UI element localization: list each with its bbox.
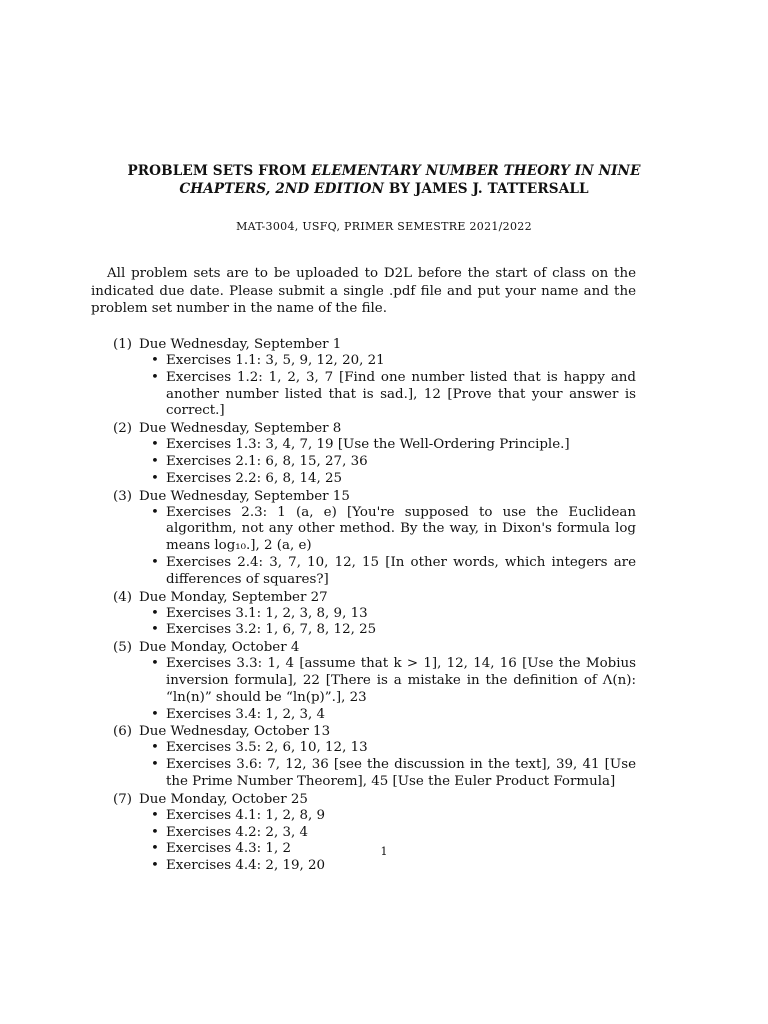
exercise-item <box>91 454 636 471</box>
problem-set-number: (1) <box>113 337 132 352</box>
exercise-text: Exercises 4.2: 2, 3, 4 <box>166 824 309 840</box>
problem-set-number: (6) <box>113 724 132 740</box>
bullet-icon: • <box>151 807 159 823</box>
problem-set <box>91 791 636 875</box>
exercise-item <box>91 622 636 639</box>
exercise-text: Exercises 4.3: 1, 2 <box>166 841 291 857</box>
title-prefix: PROBLEM SETS FROM <box>127 163 312 179</box>
exercise-text: Exercises 2.2: 6, 8, 14, 25 <box>166 470 343 486</box>
exercise-text: Exercises 3.5: 2, 6, 10, 12, 13 <box>166 740 368 756</box>
problem-set-header <box>91 639 636 656</box>
exercise-item <box>91 555 636 589</box>
problem-set-header <box>91 420 636 437</box>
exercise-item <box>91 825 636 842</box>
bullet-icon: • <box>151 437 159 453</box>
bullet-icon: • <box>151 740 159 756</box>
exercise-item <box>91 757 636 791</box>
exercise-item <box>91 471 636 488</box>
exercise-item <box>91 505 636 555</box>
page-number: 1 <box>380 845 388 858</box>
exercise-text: Exercises 1.1: 3, 5, 9, 12, 20, 21 <box>166 353 385 368</box>
bullet-icon: • <box>151 841 159 857</box>
problem-set <box>91 589 636 640</box>
problem-set-header <box>91 589 636 606</box>
problem-set <box>91 639 636 723</box>
exercise-text: Exercises 3.6: 7, 12, 36 [see the discussion in the text], 39, 41 [Use the Prime Number Theorem], 45 [Use the Euler Product Formula] <box>166 757 636 789</box>
intro-paragraph: All problem sets are to be uploaded to D2L before the start of class on the indicated due date. Please submit a single .pdf file and put your name and the problem set number in the name of the file. <box>91 266 636 316</box>
exercise-item <box>91 437 636 454</box>
bullet-icon: • <box>151 824 159 840</box>
exercise-text: Exercises 4.1: 1, 2, 8, 9 <box>166 807 326 823</box>
due-date: Due Monday, October 25 <box>139 791 308 807</box>
exercise-text: Exercises 1.3: 3, 4, 7, 19 [Use the Well-Ordering Principle.] <box>166 437 570 453</box>
problem-set-header <box>91 723 636 740</box>
due-date: Due Wednesday, September 8 <box>139 421 342 437</box>
problem-set-header <box>91 336 636 353</box>
title-author: BY JAMES J. TATTERSALL <box>384 181 589 197</box>
due-date: Due Wednesday, September 1 <box>139 337 342 352</box>
problem-set-number: (3) <box>113 488 132 504</box>
exercise-text: Exercises 1.2: 1, 2, 3, 7 [Find one number listed that is happy and another number listed that is sad.], 12 [Prove that your answer is correct.] <box>166 369 636 419</box>
due-date: Due Wednesday, September 15 <box>139 488 350 504</box>
exercise-text: Exercises 3.1: 1, 2, 3, 8, 9, 13 <box>166 605 368 621</box>
exercise-item <box>91 707 636 724</box>
due-date: Due Monday, October 4 <box>139 640 300 656</box>
exercise-text: Exercises 4.4: 2, 19, 20 <box>166 858 326 874</box>
exercise-text: Exercises 3.2: 1, 6, 7, 8, 12, 25 <box>166 622 377 638</box>
exercise-text: Exercises 3.4: 1, 2, 3, 4 <box>166 706 326 722</box>
exercise-item <box>91 370 636 420</box>
problem-set-list <box>91 336 636 875</box>
exercise-item <box>91 858 636 875</box>
problem-set-number: (5) <box>113 640 132 656</box>
title-book: ELEMENTARY NUMBER THEORY IN NINE CHAPTERS, 2ND EDITION <box>179 163 641 197</box>
problem-set <box>91 723 636 790</box>
problem-set-number: (7) <box>113 791 132 807</box>
bullet-icon: • <box>151 470 159 486</box>
problem-set-header <box>91 488 636 505</box>
exercise-item <box>91 656 636 706</box>
due-date: Due Monday, September 27 <box>139 589 328 605</box>
problem-set-number: (4) <box>113 589 132 605</box>
bullet-icon: • <box>151 757 159 773</box>
bullet-icon: • <box>151 622 159 638</box>
exercise-text: Exercises 2.4: 3, 7, 10, 12, 15 [In other words, which integers are differences of squares?] <box>166 554 636 587</box>
bullet-icon: • <box>151 706 159 722</box>
bullet-icon: • <box>151 554 159 570</box>
exercise-text: Exercises 2.1: 6, 8, 15, 27, 36 <box>166 453 368 469</box>
due-date: Due Wednesday, October 13 <box>139 724 331 740</box>
bullet-icon: • <box>151 353 159 368</box>
bullet-icon: • <box>151 453 159 469</box>
exercise-item <box>91 740 636 757</box>
bullet-icon: • <box>151 369 159 385</box>
problem-set <box>91 420 636 487</box>
exercise-text: Exercises 2.3: 1 (a, e) [You're supposed to use the Euclidean algorithm, not any other method. By the way, in Dixon's formula log means log₁₀.], 2 (a, e) <box>166 504 636 554</box>
bullet-icon: • <box>151 858 159 874</box>
exercise-text: Exercises 3.3: 1, 4 [assume that k > 1], 12, 14, 16 [Use the Mobius inversion formula], 22 [There is a mistake in the definition of Λ(n): “ln(n)” should be “ln(p)”.], 23 <box>166 656 636 705</box>
problem-set <box>91 336 636 420</box>
exercise-item <box>91 808 636 825</box>
course-subtitle: MAT-3004, USFQ, PRIMER SEMESTRE 2021/2022 <box>236 220 532 233</box>
exercise-item <box>91 606 636 623</box>
page-title <box>80 162 688 198</box>
problem-set-header <box>91 791 636 808</box>
problem-set-number: (2) <box>113 421 132 437</box>
problem-set <box>91 488 636 589</box>
bullet-icon: • <box>151 656 159 672</box>
exercise-item <box>91 353 636 370</box>
bullet-icon: • <box>151 605 159 621</box>
bullet-icon: • <box>151 504 159 520</box>
